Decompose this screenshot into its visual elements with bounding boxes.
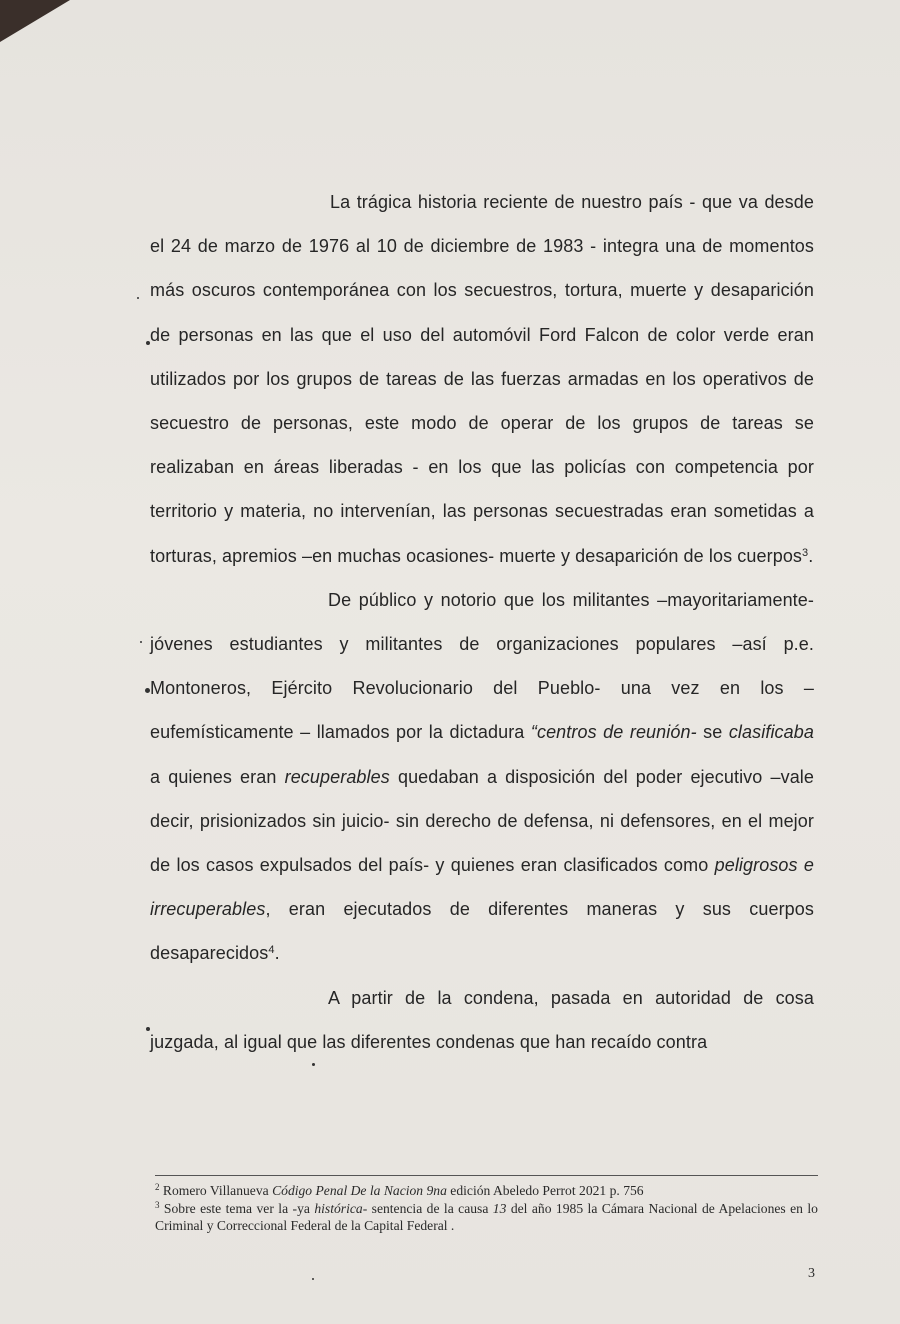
paragraph-1-end: . [808, 545, 814, 566]
page-corner-shadow [0, 0, 70, 42]
paragraph-2-italic-3: recuperables [284, 766, 390, 787]
footnote-ref-3[interactable]: 3 [802, 546, 809, 559]
paragraph-3-text: A partir de la condena, pasada en autoridad de cosa juzgada, al igual que las diferentes condenas que han recaído contra [150, 987, 814, 1052]
paragraph-2-text: se [696, 722, 729, 743]
footnote-3-italic: histórica [314, 1200, 363, 1216]
paragraph-2-italic-2: clasificaba [728, 722, 814, 743]
paragraph-2-text: De público y notorio que los militantes –mayoritariamente- jóvenes estudiantes y militantes de organizaciones populares –así p.e. Montoneros, Ejército Revolucionario del Pueblo- una vez en los –eufemísticamente – llamados por la dictadura [150, 589, 814, 743]
footnote-3-text: Sobre este tema ver la -ya [159, 1200, 315, 1216]
paragraph-2-text: , eran ejecutados de diferentes maneras y sus cuerpos desaparecidos [150, 899, 814, 964]
footnote-3-text: del año 1985 la Cámara Nacional de Apelaciones en lo Criminal y Correccional Federal de la Capital Federal . [155, 1200, 818, 1233]
footnote-ref-4[interactable]: 4 [268, 944, 275, 957]
paragraph-2-text: quedaban a disposición del poder ejecutivo –vale decir, prisionizados sin juicio- sin derecho de defensa, ni defensores, en el mejor de los casos expulsados del país- y quienes eran clasificados como [150, 766, 815, 876]
paragraph-2-italic-4: peligrosos e irrecuperables [150, 855, 814, 920]
paragraph-2 [150, 578, 814, 976]
paragraph-3 [150, 976, 814, 1064]
paragraph-2-end: . [274, 943, 280, 964]
footnote-2 [155, 1182, 818, 1200]
scan-speck [312, 1278, 314, 1280]
body-text [150, 180, 814, 1064]
footnote-2-number: 2 [155, 1182, 160, 1192]
page-number: 3 [808, 1266, 815, 1281]
footnote-3-italic: 13 [492, 1200, 507, 1216]
footnotes [155, 1182, 818, 1235]
footnote-3-text: - sentencia de la causa [362, 1200, 493, 1216]
footnote-3 [155, 1200, 818, 1235]
scan-speck [137, 297, 139, 299]
footnote-2-text: Romero Villanueva [159, 1183, 273, 1198]
footnote-2-italic: Código Penal De la Nacion 9na [272, 1183, 447, 1198]
scan-speck [140, 641, 142, 643]
paragraph-2-italic-1: “centros de reunión- [530, 722, 697, 743]
footnote-2-text: edición Abeledo Perrot 2021 p. 756 [446, 1183, 644, 1198]
paragraph-1 [150, 180, 814, 578]
paragraph-2-text: a quienes eran [150, 766, 285, 787]
footnote-divider [155, 1175, 818, 1176]
footnote-3-number: 3 [155, 1199, 160, 1210]
paragraph-1-text: La trágica historia reciente de nuestro país - que va desde el 24 de marzo de 1976 al 10 de diciembre de 1983 - integra una de momentos más oscuros contemporánea con los secuestros, tortura, muerte y desaparición de personas en las que el uso del automóvil Ford Falcon de color verde eran utilizados por los grupos de tareas de las fuerzas armadas en los operativos de secuestro de personas, este modo de operar de los grupos de tareas se realizaban en áreas liberadas - en los que las policías con competencia por territorio y materia, no intervenían, las personas secuestradas eran sometidas a torturas, apremios –en muchas ocasiones- muerte y desaparición de los cuerpos [150, 192, 814, 566]
